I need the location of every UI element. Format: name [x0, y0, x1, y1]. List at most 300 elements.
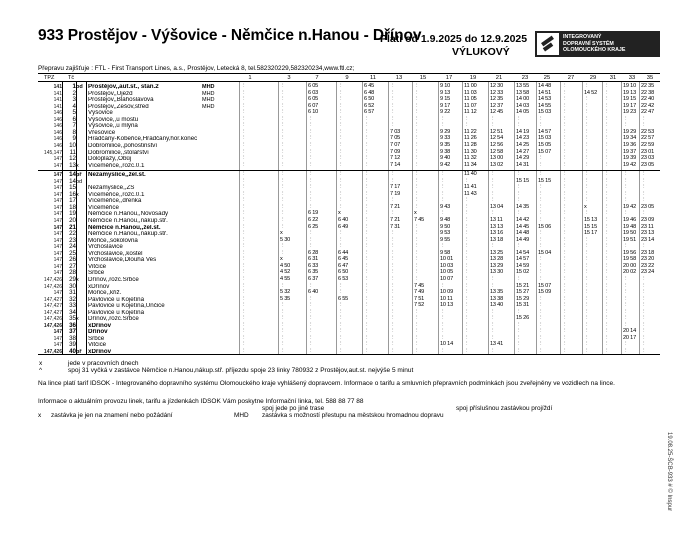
departure-time: 13 11 [490, 217, 503, 223]
departure-time: ⋮ [604, 128, 610, 135]
footnote-text: spoj 31 vyčká v zastávce Němčice n.Hanou,nákup.stř. příjezdu spoje 23 linky 780932 z Prostějov,aut.st. nejvýše 5 minut [68, 367, 414, 375]
departure-time: 10 13 [440, 302, 453, 309]
departure-time: 6 57 [364, 109, 375, 116]
stop-symbol: x [76, 191, 79, 198]
departure-time: ⋮ [338, 115, 344, 122]
departure-time: ⋮ [562, 315, 568, 322]
departure-time: 14 57 [516, 256, 529, 263]
departure-time: 14 29 [516, 155, 529, 162]
departure-time: ⋮ [490, 348, 496, 354]
legend-pass-text: spoj příslušnou zastávkou projíždí [456, 405, 553, 412]
departure-time: ⋮ [390, 210, 396, 217]
departure-time: 11 07 [464, 102, 477, 109]
departure-time: ⋮ [604, 96, 610, 103]
departure-time: ⋮ [390, 262, 396, 269]
departure-time: ⋮ [241, 262, 247, 269]
departure-time: ⋮ [364, 203, 370, 210]
stop-zone-code: 146 [53, 123, 62, 130]
departure-time: ⋮ [516, 115, 522, 122]
stop-number: 8 [72, 128, 76, 136]
document-code: 19.08.25-ŠCB-933 # © Inspur [666, 432, 672, 512]
footnote-key: x [39, 360, 43, 367]
departure-time: ⋮ [280, 96, 286, 103]
departure-time: ⋮ [538, 256, 544, 263]
departure-time: ⋮ [516, 171, 522, 178]
stop-name: Němčice n.Hanou,,Novosady [88, 211, 169, 218]
departure-time: ⋮ [414, 230, 420, 237]
departure-time: 11 41 [464, 184, 477, 191]
departure-time: ⋮ [280, 315, 286, 322]
stop-number: 5 [72, 109, 76, 117]
stop-name: Dřínov,,rozc.Srbce [88, 316, 139, 323]
departure-time: ⋮ [562, 148, 568, 155]
departure-time: ⋮ [308, 197, 314, 204]
departure-time: ⋮ [464, 289, 470, 296]
stop-number: 26 [69, 256, 76, 264]
departure-time: 19 15 [623, 96, 636, 103]
departure-time: ⋮ [464, 203, 470, 210]
departure-time: ⋮ [562, 308, 568, 315]
departure-time: 14 19 [516, 128, 529, 135]
departure-time: ⋮ [241, 96, 247, 103]
departure-time: ⋮ [584, 256, 590, 263]
departure-time: ⋮ [562, 217, 568, 223]
trip-number: 17 [445, 75, 453, 81]
departure-time: ⋮ [584, 341, 590, 348]
departure-time: ⋮ [338, 109, 344, 116]
departure-time: ⋮ [440, 171, 446, 178]
departure-time: ⋮ [241, 89, 247, 96]
departure-time: ⋮ [364, 321, 370, 328]
departure-time: ⋮ [280, 148, 286, 155]
departure-time: ⋮ [280, 210, 286, 217]
departure-time: 12 37 [490, 102, 503, 109]
departure-time: ⋮ [538, 155, 544, 162]
departure-time: ⋮ [280, 184, 286, 191]
departure-time: ⋮ [241, 302, 247, 309]
departure-time: ⋮ [490, 243, 496, 250]
departure-time: 19 42 [623, 161, 636, 168]
stop-zone-code: 141 [53, 84, 62, 90]
departure-time: 11 40 [464, 171, 477, 178]
departure-time: 9 10 [440, 83, 451, 89]
departure-time: 22 40 [641, 96, 654, 103]
stop-zone-code: 147,426 [43, 316, 62, 323]
stop-zone-code: 146 [53, 116, 62, 123]
departure-time: 5 30 [280, 236, 291, 243]
stop-zone-code: 147 [53, 172, 62, 179]
departure-time: ⋮ [538, 184, 544, 191]
legend-mhd: MHD [234, 412, 249, 419]
departure-time: ⋮ [604, 289, 610, 296]
departure-time: ⋮ [538, 295, 544, 302]
departure-time: ⋮ [516, 321, 522, 328]
departure-time: ⋮ [338, 328, 344, 335]
legend-route-text: spoj jede po jiné trase [262, 405, 325, 412]
departure-time: ⋮ [584, 122, 590, 129]
departure-time: ⋮ [562, 243, 568, 250]
trip-number: 21 [495, 75, 503, 81]
departure-time: ⋮ [562, 177, 568, 184]
departure-time: 14 54 [516, 249, 529, 256]
departure-time: 14 49 [516, 236, 529, 243]
departure-time: 22 38 [641, 89, 654, 96]
departure-time: ⋮ [604, 210, 610, 217]
departure-time: 14 57 [538, 128, 551, 135]
departure-time: ⋮ [241, 122, 247, 129]
departure-time: ⋮ [308, 203, 314, 210]
departure-time: ⋮ [280, 83, 286, 89]
departure-time: ⋮ [390, 177, 396, 184]
departure-time: 12 30 [490, 83, 503, 89]
departure-time: ⋮ [414, 102, 420, 109]
departure-time: ⋮ [364, 262, 370, 269]
departure-time: ⋮ [464, 275, 470, 282]
departure-time: ⋮ [538, 243, 544, 250]
stop-number: 12 [69, 155, 76, 163]
departure-time: ⋮ [414, 83, 420, 89]
departure-time: ⋮ [641, 328, 647, 335]
departure-time: ⋮ [308, 184, 314, 191]
departure-time: ⋮ [241, 155, 247, 162]
departure-time: ⋮ [364, 289, 370, 296]
departure-time: ⋮ [414, 334, 420, 341]
departure-time: ⋮ [516, 328, 522, 335]
departure-time: ⋮ [490, 190, 496, 197]
departure-time: ⋮ [516, 334, 522, 341]
departure-time: ⋮ [338, 321, 344, 328]
stop-zone-code: 147 [53, 156, 62, 163]
departure-time: 6 55 [338, 295, 349, 302]
ids-logo-icon [537, 33, 559, 55]
departure-time: ⋮ [490, 315, 496, 322]
departure-time: ⋮ [584, 197, 590, 204]
stop-mhd-flag: MHD [202, 84, 215, 90]
departure-time: ⋮ [364, 115, 370, 122]
departure-time: 10 07 [440, 275, 453, 282]
departure-time: ⋮ [241, 321, 247, 328]
stop-name: Němčice n.Hanou,,žel.st. [88, 224, 161, 231]
departure-time: ⋮ [604, 262, 610, 269]
departure-time: 11 12 [464, 109, 477, 116]
departure-time: ⋮ [414, 89, 420, 96]
departure-time: ⋮ [623, 243, 629, 250]
stop-zone-code: 147 [53, 244, 62, 251]
stop-symbol: od [76, 84, 83, 90]
departure-time: 6 47 [338, 262, 349, 269]
departure-time: ⋮ [623, 295, 629, 302]
departure-time: ⋮ [490, 197, 496, 204]
departure-time: 19 36 [623, 141, 636, 148]
stop-zone-code: 147,427 [43, 309, 62, 316]
departure-time: 11 43 [464, 190, 477, 197]
departure-time: 15 03 [538, 109, 551, 116]
departure-time: ⋮ [464, 243, 470, 250]
departure-time: ⋮ [338, 315, 344, 322]
departure-time: ⋮ [338, 334, 344, 341]
departure-time: 13 13 [490, 223, 503, 230]
departure-time: ⋮ [562, 171, 568, 178]
stop-name: Nezamyslice,,žel.st. [88, 172, 146, 179]
departure-time: 19 29 [623, 128, 636, 135]
departure-time: ⋮ [562, 262, 568, 269]
departure-time: ⋮ [464, 334, 470, 341]
departure-time: ⋮ [538, 122, 544, 129]
departure-time: ⋮ [538, 341, 544, 348]
departure-time: ⋮ [584, 210, 590, 217]
stop-number: 30 [69, 282, 76, 290]
departure-time: ⋮ [414, 190, 420, 197]
stop-zone-code: 147 [53, 335, 62, 342]
departure-time: ⋮ [440, 197, 446, 204]
departure-time: 6 45 [338, 256, 349, 263]
departure-time: 19 58 [623, 256, 636, 263]
legend-x-text: zastávka je jen na znamení nebo požádání [51, 412, 173, 419]
stop-name: Vitčice [88, 342, 107, 349]
stop-number: 4 [72, 102, 76, 110]
departure-time: ⋮ [562, 289, 568, 296]
stop-number: 7 [72, 122, 76, 130]
departure-time: ⋮ [584, 308, 590, 315]
departure-time: ⋮ [241, 256, 247, 263]
footnote-key: ^ [39, 367, 43, 375]
departure-time: ⋮ [308, 341, 314, 348]
departure-time: ⋮ [584, 161, 590, 168]
departure-time: ⋮ [280, 161, 286, 168]
departure-time: ⋮ [516, 275, 522, 282]
departure-time: ⋮ [464, 230, 470, 237]
departure-time: 6 37 [308, 275, 319, 282]
stop-zone-code: 147 [53, 263, 62, 270]
departure-time: ⋮ [338, 148, 344, 155]
departure-time: ⋮ [464, 348, 470, 354]
departure-time: 15 26 [516, 315, 529, 322]
departure-time: ⋮ [516, 341, 522, 348]
departure-time: 11 03 [464, 89, 477, 96]
departure-time: ⋮ [338, 141, 344, 148]
departure-time: 13 35 [490, 289, 503, 296]
departure-time: ⋮ [241, 197, 247, 204]
departure-time: ⋮ [364, 308, 370, 315]
departure-time: ⋮ [440, 184, 446, 191]
departure-time: ⋮ [584, 236, 590, 243]
departure-time: ⋮ [241, 115, 247, 122]
departure-time: ⋮ [338, 203, 344, 210]
departure-time: ⋮ [241, 341, 247, 348]
departure-time: ⋮ [308, 328, 314, 335]
departure-time: 11 30 [464, 148, 477, 155]
departure-time: ⋮ [414, 135, 420, 142]
departure-time: ⋮ [604, 161, 610, 168]
departure-time: ⋮ [562, 83, 568, 89]
departure-time: ⋮ [538, 161, 544, 168]
departure-time: 6 07 [308, 102, 319, 109]
trip-number: 7 [315, 75, 319, 81]
departure-time: ⋮ [280, 135, 286, 142]
departure-time: ⋮ [464, 236, 470, 243]
departure-time: ⋮ [584, 334, 590, 341]
departure-time: ⋮ [516, 190, 522, 197]
departure-time: ⋮ [464, 262, 470, 269]
departure-time: x [338, 210, 341, 217]
departure-time: ⋮ [338, 348, 344, 354]
departure-time: ⋮ [338, 89, 344, 96]
departure-time: 6 19 [308, 210, 319, 217]
departure-time: ⋮ [241, 275, 247, 282]
departure-time: ⋮ [604, 177, 610, 184]
departure-time: 7 31 [390, 223, 401, 230]
stop-zone-code: 147 [53, 257, 62, 264]
departure-time: ⋮ [623, 275, 629, 282]
departure-time: 15 07 [538, 148, 551, 155]
departure-time: 13 28 [490, 256, 503, 263]
departure-time: ⋮ [338, 230, 344, 237]
departure-time: ⋮ [414, 348, 420, 354]
stop-name: xDřínov [88, 283, 110, 290]
departure-time: 7 14 [390, 161, 401, 168]
departure-time: ⋮ [280, 197, 286, 204]
departure-time: ⋮ [440, 315, 446, 322]
departure-time: 12 35 [490, 96, 503, 103]
departure-time: 13 04 [490, 203, 503, 210]
departure-time: ⋮ [308, 128, 314, 135]
departure-time: 9 42 [440, 161, 451, 168]
departure-time: ⋮ [280, 328, 286, 335]
stop-number: 40 [69, 348, 76, 355]
departure-time: ⋮ [641, 321, 647, 328]
departure-time: ⋮ [641, 315, 647, 322]
departure-time: ⋮ [562, 269, 568, 276]
departure-time: ⋮ [280, 282, 286, 289]
departure-time: ⋮ [641, 348, 647, 354]
departure-time: ⋮ [364, 328, 370, 335]
departure-time: 14 53 [538, 96, 551, 103]
departure-time: ⋮ [241, 184, 247, 191]
departure-time: ⋮ [490, 321, 496, 328]
departure-time: ⋮ [562, 223, 568, 230]
departure-time: 13 58 [516, 89, 529, 96]
stop-zone-code: 147,426 [43, 276, 62, 283]
departure-time: ⋮ [414, 256, 420, 263]
departure-time: ⋮ [241, 102, 247, 109]
departure-time: ⋮ [604, 243, 610, 250]
departure-time: ⋮ [280, 128, 286, 135]
departure-time: ⋮ [584, 171, 590, 178]
departure-time: ⋮ [308, 230, 314, 237]
departure-time: ⋮ [390, 256, 396, 263]
departure-time: ⋮ [562, 295, 568, 302]
departure-time: ⋮ [338, 341, 344, 348]
timetable-header [38, 74, 660, 82]
departure-time: ⋮ [623, 315, 629, 322]
departure-time: ⋮ [538, 348, 544, 354]
departure-time: ⋮ [241, 83, 247, 89]
departure-time: 7 17 [390, 184, 401, 191]
departure-time: ⋮ [364, 210, 370, 217]
departure-time: ⋮ [390, 197, 396, 204]
departure-time: 6 10 [308, 109, 319, 116]
departure-time: ⋮ [414, 249, 420, 256]
departure-time: ⋮ [641, 341, 647, 348]
departure-time: ⋮ [604, 190, 610, 197]
departure-time: ⋮ [364, 171, 370, 178]
departure-time: 15 09 [538, 289, 551, 296]
trip-number: 31 [609, 75, 617, 81]
stop-number: 34 [69, 308, 76, 316]
departure-time: ⋮ [414, 243, 420, 250]
departure-time: ⋮ [280, 155, 286, 162]
departure-time: 10 09 [440, 289, 453, 296]
departure-time: ⋮ [604, 269, 610, 276]
trip-number: 9 [345, 75, 349, 81]
departure-time: 4 55 [280, 275, 291, 282]
departure-time: 11 00 [464, 83, 477, 89]
stop-zone-code: 147 [53, 329, 62, 336]
departure-time: ⋮ [604, 155, 610, 162]
departure-time: 23 13 [641, 230, 654, 237]
departure-time: ⋮ [241, 161, 247, 168]
departure-time: 6 40 [308, 289, 319, 296]
departure-time: 7 05 [390, 135, 401, 142]
departure-time: ⋮ [584, 315, 590, 322]
departure-time: 6 31 [308, 256, 319, 263]
departure-time: ⋮ [414, 96, 420, 103]
departure-time: ⋮ [464, 321, 470, 328]
departure-time: 23 20 [641, 256, 654, 263]
departure-time: 5 32 [280, 289, 291, 296]
departure-time: 22 59 [641, 141, 654, 148]
departure-time: ⋮ [241, 141, 247, 148]
departure-time: ⋮ [562, 348, 568, 354]
departure-time: ⋮ [390, 249, 396, 256]
departure-time: ⋮ [464, 315, 470, 322]
departure-time: 7 45 [414, 217, 425, 223]
departure-time: ⋮ [562, 96, 568, 103]
stop-zone-code: 147 [53, 237, 62, 244]
departure-time: ⋮ [280, 122, 286, 129]
departure-time: ⋮ [490, 184, 496, 191]
departure-time: ⋮ [584, 328, 590, 335]
departure-time: ⋮ [364, 236, 370, 243]
departure-time: 15 06 [538, 223, 551, 230]
departure-time: ⋮ [414, 155, 420, 162]
departure-time: ⋮ [604, 102, 610, 109]
departure-time: ⋮ [241, 230, 247, 237]
stop-zone-code: 147 [53, 290, 62, 297]
departure-time: ⋮ [364, 141, 370, 148]
departure-time: 14 27 [516, 148, 529, 155]
departure-time: ⋮ [623, 210, 629, 217]
departure-time: ⋮ [623, 308, 629, 315]
departure-time: ⋮ [390, 171, 396, 178]
departure-time: 23 14 [641, 236, 654, 243]
departure-time: 14 45 [516, 223, 529, 230]
logo-line: INTEGROVANÝ [563, 34, 602, 41]
departure-time: ⋮ [464, 256, 470, 263]
departure-time: ⋮ [364, 190, 370, 197]
stop-name: Srbce [88, 335, 105, 342]
departure-time: ⋮ [440, 321, 446, 328]
departure-time: ⋮ [641, 177, 647, 184]
departure-time: 19 37 [623, 148, 636, 155]
departure-time: ⋮ [623, 341, 629, 348]
departure-time: ⋮ [241, 289, 247, 296]
departure-time: ⋮ [338, 171, 344, 178]
stop-name: Hradčany-Kobeřice,Hradčany,hor.konec [88, 136, 198, 143]
departure-time: ⋮ [308, 141, 314, 148]
departure-time: 6 28 [308, 249, 319, 256]
stop-number: 32 [69, 295, 76, 303]
